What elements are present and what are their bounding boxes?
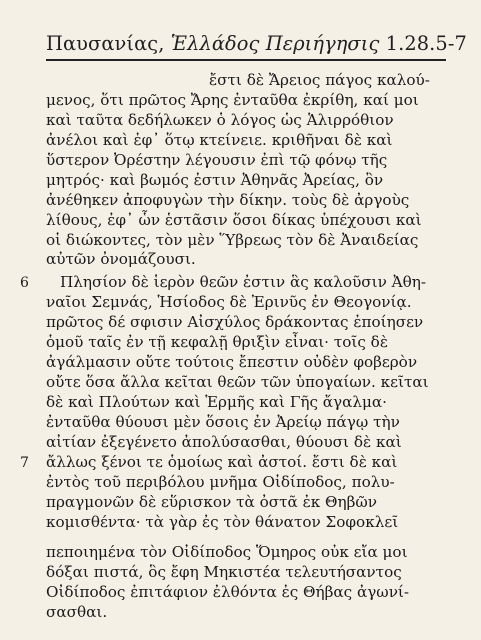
text-line: πεποιημένα τὸν Οἰδίποδος Ὅμηρος οὐκ εἴα μοι (46, 543, 408, 561)
header-underline (46, 59, 446, 61)
text-line: αὐτῶν ὀνομάζουσι. (46, 250, 196, 268)
text-line: Οἰδίποδος ἐπιτάφιον ἐλθόντα ἐς Θήβας ἀγωνί- (46, 583, 410, 601)
text-line: ἀγάλμασιν οὔτε τούτοις ἔπεστιν οὐδὲν φοβερὸν (46, 353, 418, 371)
text-line: μητρός· καὶ βωμός ἐστιν Ἀθηνᾶς Ἀρείας, ὃν (46, 171, 384, 189)
text-line: ἐντὸς τοῦ περιβόλου μνῆμα Οἰδίποδος, πολυ- (46, 473, 395, 491)
text-line: ναῖοι Σεμνάς, Ἡσίοδος δὲ Ἐρινῦς ἐν Θεογονίᾳ. (46, 293, 412, 311)
text-line: λίθους, ἐφ᾽ ὧν ἑστᾶσιν ὅσοι δίκας ὑπέχουσι καὶ (46, 211, 422, 229)
text-line: οὔτε ὅσα ἄλλα κεῖται θεῶν τῶν ὑπογαίων. κεῖται (46, 373, 429, 391)
header-author: Παυσανίας, (46, 32, 165, 55)
text-line: ὕστερον Ὀρέστην λέγουσιν ἐπὶ τῷ φόνῳ τῆς (46, 151, 388, 169)
page-header (46, 32, 467, 55)
header-reference: 1.28.5-7 (385, 32, 467, 55)
text-line: ἔστι δὲ Ἄρειος πάγος καλού- (209, 71, 430, 89)
text-line: πρῶτος δέ σφισιν Αἰσχύλος δράκοντας ἐποίησεν (46, 313, 424, 331)
text-line: ἄλλως ξένοι τε ὁμοίως καὶ ἀστοί. ἔστι δὲ καὶ (46, 453, 398, 471)
text-line: οἱ διώκοντες, τὸν μὲν Ὕβρεως τὸν δὲ Ἀναιδείας (46, 231, 419, 249)
text-line: αἰτίαν ἐξεγένετο ἀπολύσασθαι, θύουσι δὲ καὶ (46, 433, 402, 451)
text-line: δόξαι πιστά, ὃς ἔφη Μηκιστέα τελευτήσαντος (46, 563, 402, 581)
text-line: Πλησίον δὲ ἱερὸν θεῶν ἐστιν ἃς καλοῦσιν Ἀθη- (60, 273, 427, 291)
section-marker-7: 7 (20, 455, 29, 471)
text-line: ἐνταῦθα θύουσι μὲν ὅσοις ἐν Ἀρείῳ πάγῳ τὴν (46, 413, 400, 431)
text-line: μενος, ὅτι πρῶτος Ἄρης ἐνταῦθα ἐκρίθη, καί μοι (46, 91, 419, 109)
text-line: ἀνέλοι καὶ ἐφ᾽ ὅτῳ κτείνειε. κριθῆναι δὲ καὶ (46, 131, 393, 149)
text-line: σασθαι. (46, 603, 108, 621)
text-line: δὲ καὶ Πλούτων καὶ Ἑρμῆς καὶ Γῆς ἄγαλμα· (46, 393, 387, 411)
text-line: ἀνέθηκεν ἀποφυγὼν τὴν δίκην. τοὺς δὲ ἀργοὺς (46, 191, 410, 209)
text-line: κομισθέντα· τὰ γὰρ ἐς τὸν θάνατον Σοφοκλεῖ (46, 513, 399, 531)
text-line: καὶ ταῦτα δεδήλωκεν ὁ λόγος ὡς Ἁλιρρόθιον (46, 111, 394, 129)
text-line: πραγμονῶν δὲ εὕρισκον τὰ ὀστᾶ ἐκ Θηβῶν (46, 493, 378, 511)
section-marker-6: 6 (20, 275, 29, 291)
text-line: ὁμοῦ ταῖς ἐν τῇ κεφαλῇ θριξὶν εἶναι· τοῖς δὲ (46, 333, 388, 351)
header-work: Ἑλλάδος Περιήγησις (170, 32, 380, 55)
